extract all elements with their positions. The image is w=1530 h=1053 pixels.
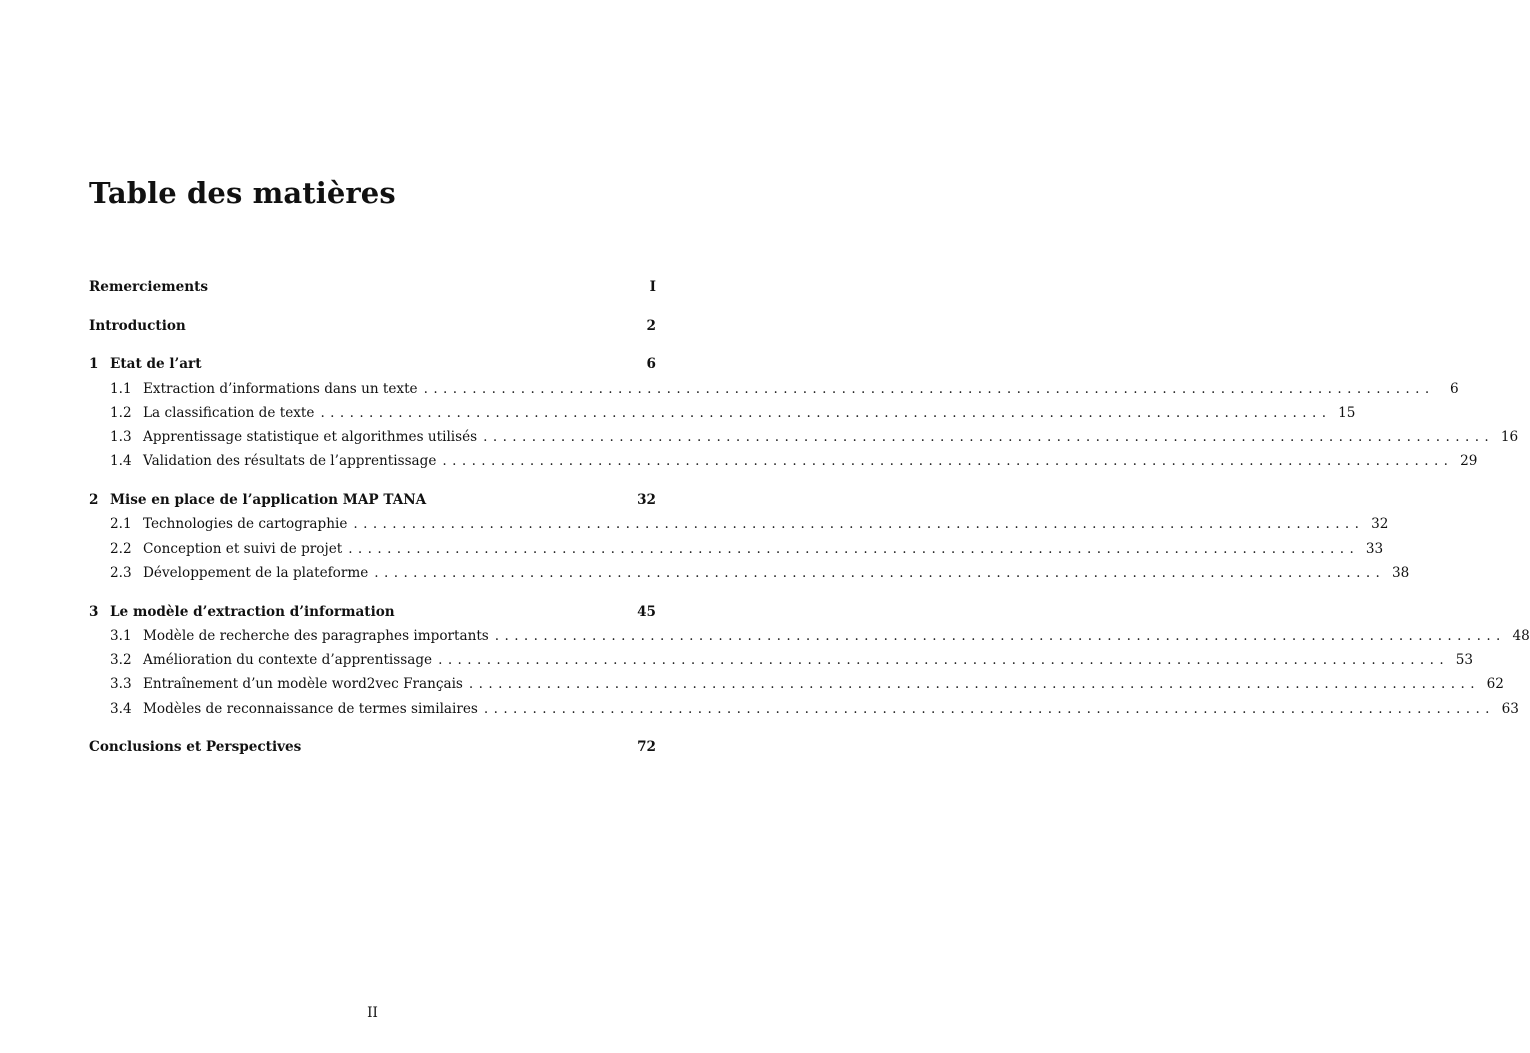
toc-entry-number: 2.3	[110, 565, 132, 581]
toc-entry-number: 1.2	[110, 405, 132, 421]
toc-entry-number: 1.1	[110, 381, 132, 397]
toc-entry-page: 33	[1365, 541, 1384, 557]
toc-section-1-1[interactable]	[89, 380, 1459, 398]
toc-entry-title: La classification de texte	[143, 405, 315, 421]
dot-leader: ........................................................................................................	[320, 405, 1332, 421]
toc-entry-number: 1.4	[110, 453, 132, 469]
toc-entry-number: 3	[89, 604, 99, 620]
toc-entry-title: Entraînement d’un modèle word2vec Français	[143, 676, 463, 692]
toc-entry-number: 1	[89, 356, 99, 372]
toc-entry-page: 2	[646, 318, 656, 334]
toc-chapter-3[interactable]	[89, 603, 656, 621]
toc-entry-title: Apprentissage statistique et algorithmes utilisés	[143, 429, 478, 445]
toc-entry-number: 3.2	[110, 652, 132, 668]
toc-entry-page: I	[649, 279, 656, 295]
toc-entry-title: Mise en place de l’application MAP TANA	[110, 492, 427, 508]
toc-entry-title: Développement de la plateforme	[143, 565, 369, 581]
toc-entry-page: 53	[1455, 652, 1474, 668]
dot-leader: ........................................................................................................	[353, 516, 1365, 532]
toc-entry-title: Technologies de cartographie	[143, 516, 348, 532]
dot-leader: ........................................................................................................	[423, 381, 1435, 397]
toc-entry-title: Remerciements	[89, 279, 209, 295]
toc-entry-page: 32	[637, 492, 656, 508]
toc-entry-remerciements[interactable]	[89, 278, 656, 296]
toc-entry-page: 32	[1371, 516, 1389, 532]
toc-entry-page: 63	[1501, 701, 1519, 717]
toc-entry-title: Conclusions et Perspectives	[89, 739, 302, 755]
toc-entry-number: 3.3	[110, 676, 132, 692]
toc-section-1-4[interactable]	[89, 452, 1478, 470]
dot-leader: ........................................................................................................	[348, 541, 1360, 557]
page-number: II	[367, 1005, 378, 1021]
dot-leader: ........................................................................................................	[438, 652, 1450, 668]
toc-section-1-3[interactable]	[89, 428, 1519, 446]
dot-leader: ........................................................................................................	[483, 701, 1495, 717]
toc-entry-title: Amélioration du contexte d’apprentissage	[143, 652, 433, 668]
dot-leader: ........................................................................................................	[494, 628, 1506, 644]
toc-entry-number: 2.2	[110, 541, 132, 557]
dot-leader: ........................................................................................................	[468, 676, 1480, 692]
toc-entry-title: Modèles de reconnaissance de termes similaires	[143, 701, 478, 717]
toc-section-2-1[interactable]	[89, 515, 1389, 533]
toc-chapter-1[interactable]	[89, 355, 656, 373]
toc-entry-page: 15	[1338, 405, 1356, 421]
toc-entry-title: Conception et suivi de projet	[143, 541, 343, 557]
toc-entry-title: Modèle de recherche des paragraphes importants	[143, 628, 489, 644]
toc-entry-page: 72	[637, 739, 656, 755]
toc-entry-title: Extraction d’informations dans un texte	[143, 381, 418, 397]
toc-section-3-1[interactable]	[89, 627, 1530, 645]
toc-entry-title: Le modèle d’extraction d’information	[110, 604, 395, 620]
toc-section-3-3[interactable]	[89, 675, 1504, 693]
toc-entry-title: Etat de l’art	[110, 356, 202, 372]
toc-entry-page: 16	[1500, 429, 1519, 445]
toc-entry-page: 45	[637, 604, 656, 620]
toc-entry-title: Validation des résultats de l’apprentissage	[143, 453, 437, 469]
dot-leader: ........................................................................................................	[374, 565, 1386, 581]
toc-entry-number: 2	[89, 492, 99, 508]
toc-entry-number: 3.1	[110, 628, 132, 644]
toc-entry-page: 6	[1449, 381, 1459, 397]
toc-entry-title: Introduction	[89, 318, 186, 334]
dot-leader: ........................................................................................................	[442, 453, 1454, 469]
toc-section-2-2[interactable]	[89, 540, 1384, 558]
toc-chapter-2[interactable]	[89, 491, 656, 509]
toc-section-1-2[interactable]	[89, 404, 1356, 422]
toc-entry-number: 1.3	[110, 429, 132, 445]
toc-entry-number: 3.4	[110, 701, 132, 717]
toc-entry-introduction[interactable]	[89, 317, 656, 335]
toc-section-3-4[interactable]	[89, 700, 1519, 718]
toc-entry-conclusions[interactable]	[89, 738, 656, 756]
toc-section-3-2[interactable]	[89, 651, 1474, 669]
toc-entry-number: 2.1	[110, 516, 132, 532]
toc-entry-page: 48	[1512, 628, 1530, 644]
dot-leader: ........................................................................................................	[483, 429, 1495, 445]
toc-section-2-3[interactable]	[89, 564, 1410, 582]
toc-entry-page: 62	[1486, 676, 1504, 692]
page-title: Table des matières	[89, 176, 396, 210]
toc-entry-page: 6	[646, 356, 656, 372]
toc-entry-page: 29	[1460, 453, 1478, 469]
toc-entry-page: 38	[1391, 565, 1410, 581]
